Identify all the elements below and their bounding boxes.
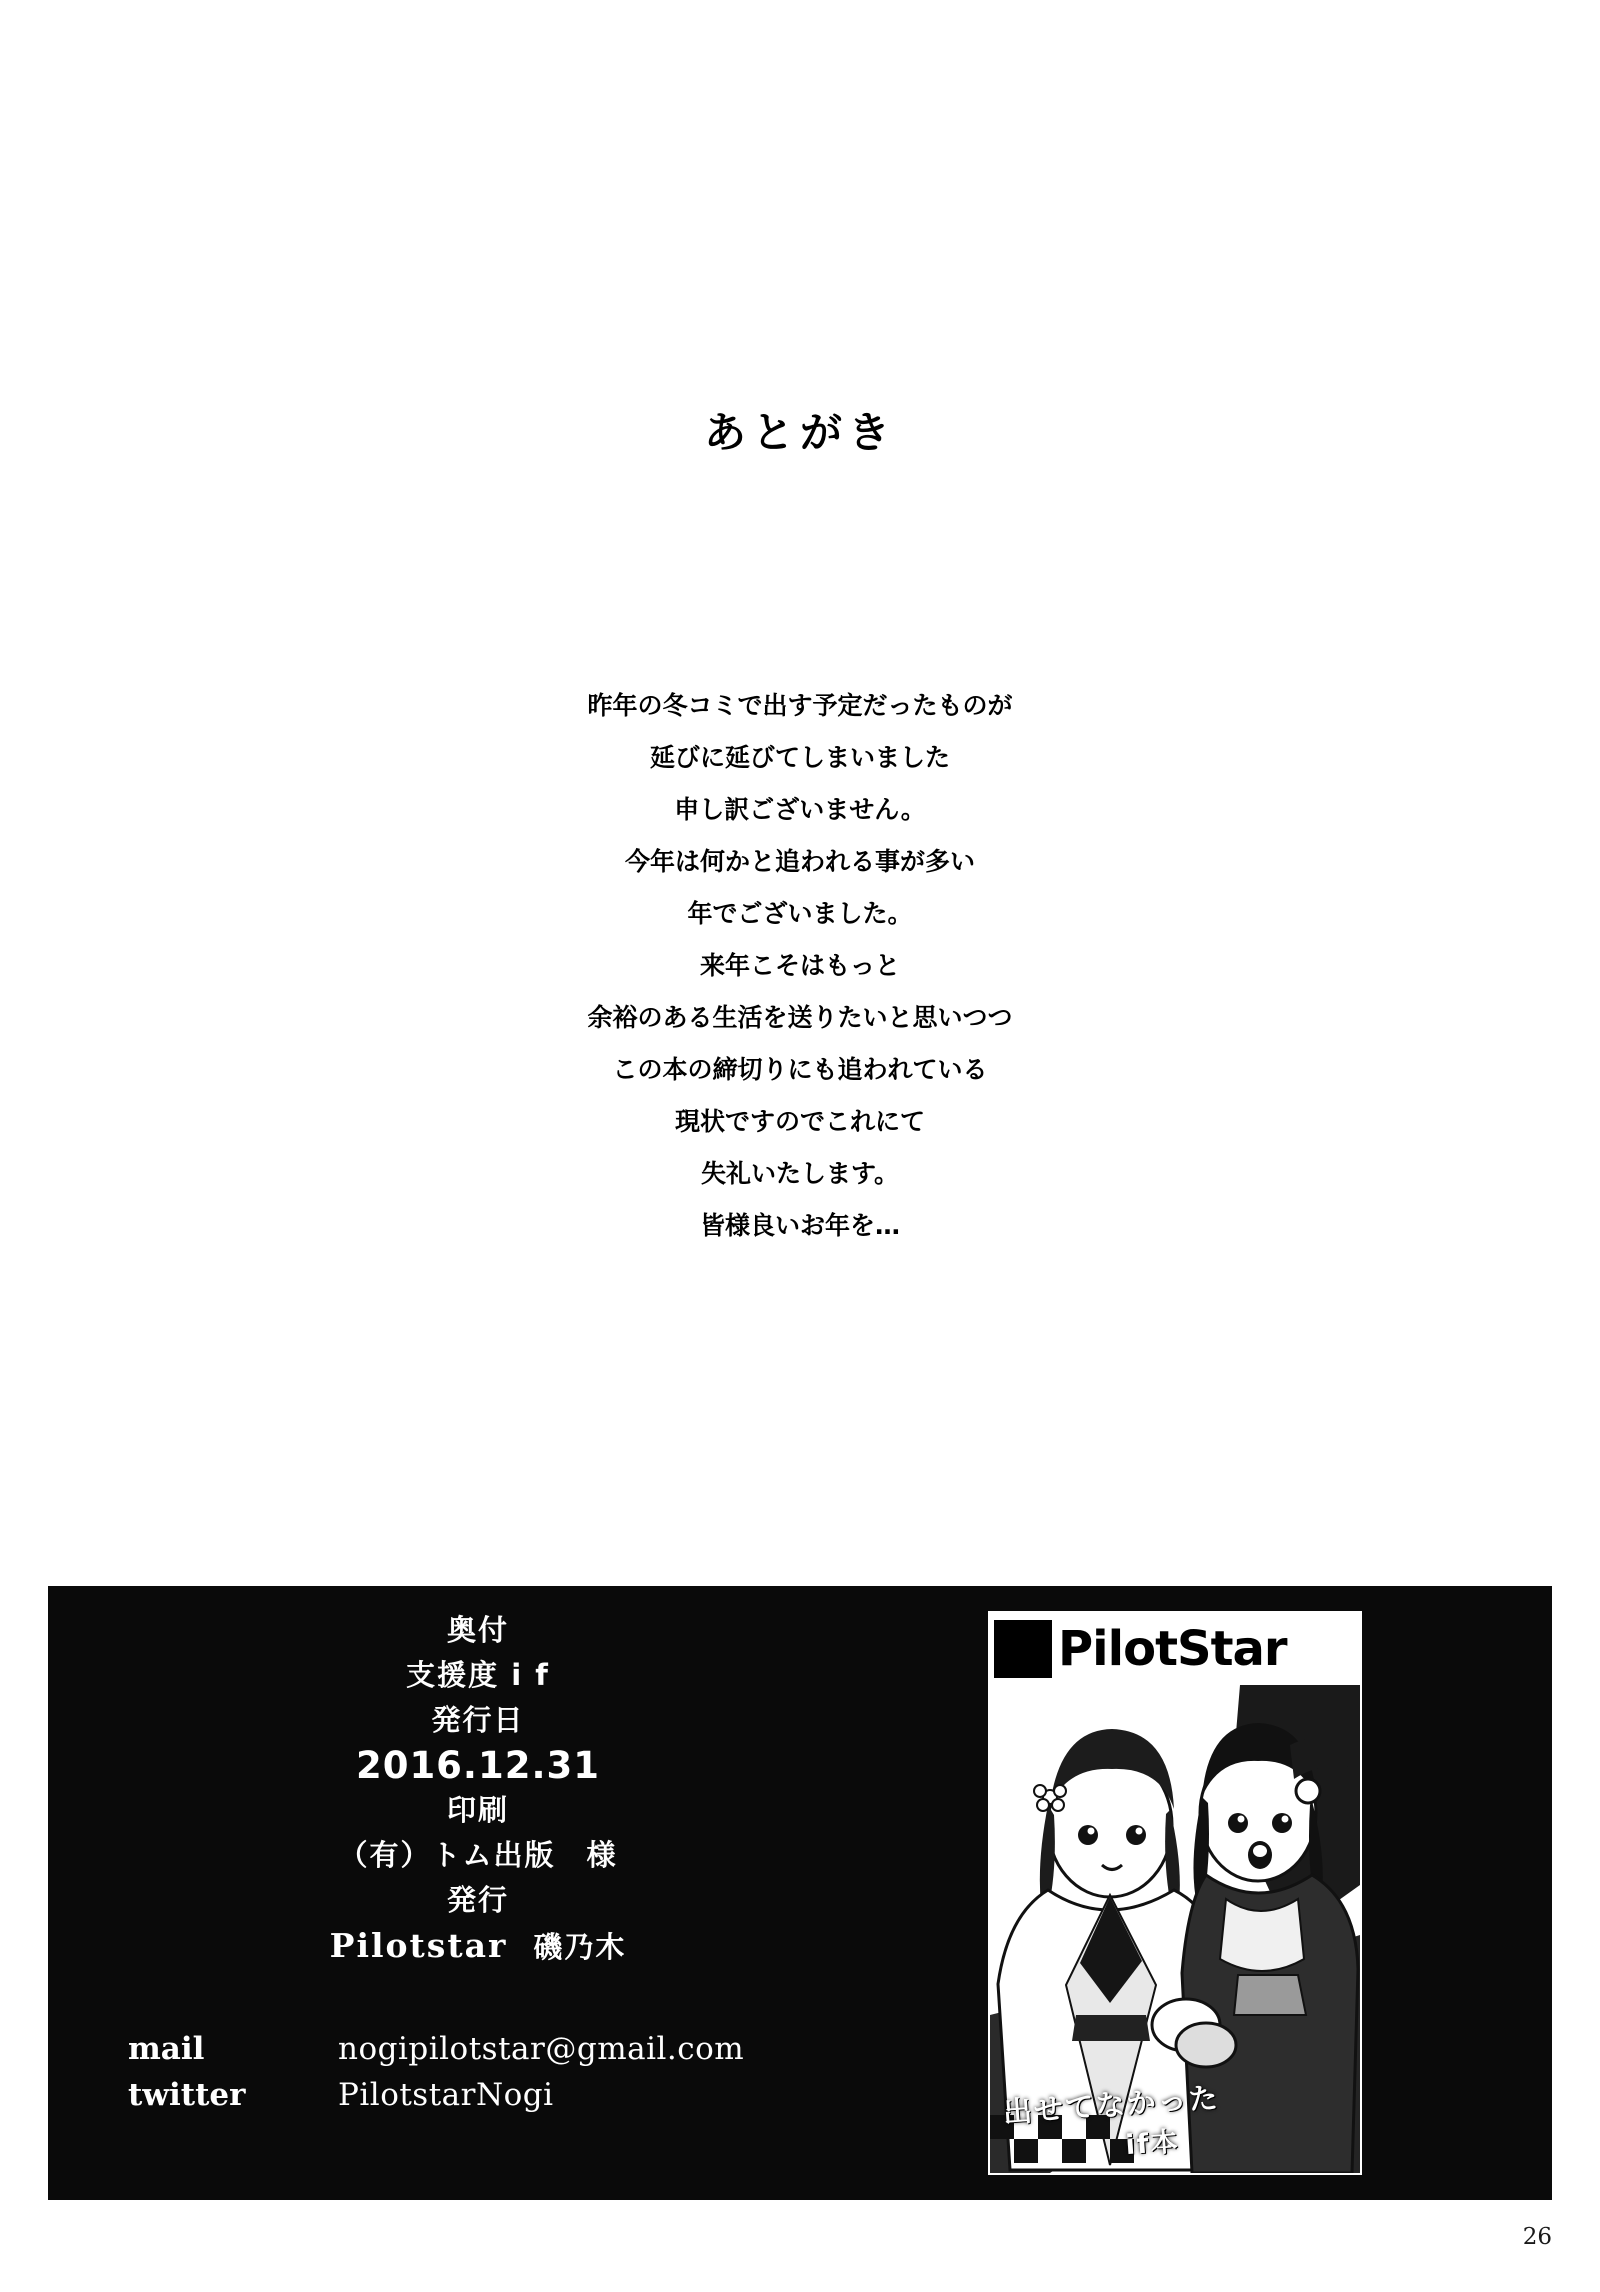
cover-artwork (990, 1685, 1360, 2173)
cover-subtitle (1001, 2076, 1223, 2171)
afterword-line: 延びに延びてしまいました (649, 743, 950, 772)
colophon-publisher-circle: Pilotstar (329, 1926, 508, 1965)
colophon-band (48, 1586, 1552, 2200)
colophon-credits (48, 1608, 908, 1970)
colophon-publisher-name: 磯乃木 (533, 1930, 627, 1964)
colophon-print-label: 印刷 (446, 1793, 509, 1827)
afterword-line: 余裕のある生活を送りたいと思いつつ (587, 1003, 1013, 1032)
page-number: 26 (1522, 2224, 1552, 2250)
contact-label-mail: mail (128, 2031, 205, 2067)
afterword-body (0, 680, 1600, 1252)
afterword-line: 失礼いたします。 (700, 1159, 899, 1188)
contact-row-mail (128, 2026, 908, 2072)
afterword-line: 現状ですのでこれにて (674, 1107, 925, 1136)
cover-subtitle-line1: 出せてなかった (1001, 2080, 1221, 2130)
colophon-print-value: （有）トム出版 様 (338, 1838, 618, 1872)
afterword-line: 年でございました。 (687, 899, 913, 928)
colophon-date-label: 発行日 (431, 1703, 525, 1737)
contact-value-mail[interactable]: nogipilotstar@gmail.com (338, 2031, 745, 2067)
contact-list (128, 2026, 908, 2118)
colophon-work-title: 支援度 i f (406, 1658, 550, 1692)
afterword-line: 皆様良いお年を… (699, 1211, 900, 1240)
afterword-title: あとがき (703, 408, 896, 457)
afterword-line: 来年こそはもっと (699, 951, 900, 980)
colophon-publisher-label: 発行 (446, 1883, 509, 1917)
cover-logo-text: PilotStar (1058, 1621, 1287, 1677)
contact-label-twitter: twitter (128, 2077, 246, 2113)
afterword-line: 今年は何かと追われる事が多い (624, 847, 975, 876)
afterword-line: 申し訳ございません。 (674, 795, 926, 824)
cover-subtitle-line2: if本 (1124, 2126, 1181, 2162)
colophon-date-value: 2016.12.31 (355, 1744, 601, 1787)
afterword-line: 昨年の冬コミで出す予定だったものが (587, 691, 1013, 720)
contact-value-twitter[interactable]: PilotstarNogi (338, 2077, 554, 2113)
cover-thumbnail (988, 1611, 1362, 2175)
contact-row-twitter (128, 2072, 908, 2118)
black-square-icon (994, 1620, 1052, 1678)
colophon-heading: 奥付 (446, 1613, 509, 1647)
afterword-line: この本の締切りにも追われている (612, 1055, 988, 1084)
cover-logo-bar (990, 1613, 1360, 1685)
